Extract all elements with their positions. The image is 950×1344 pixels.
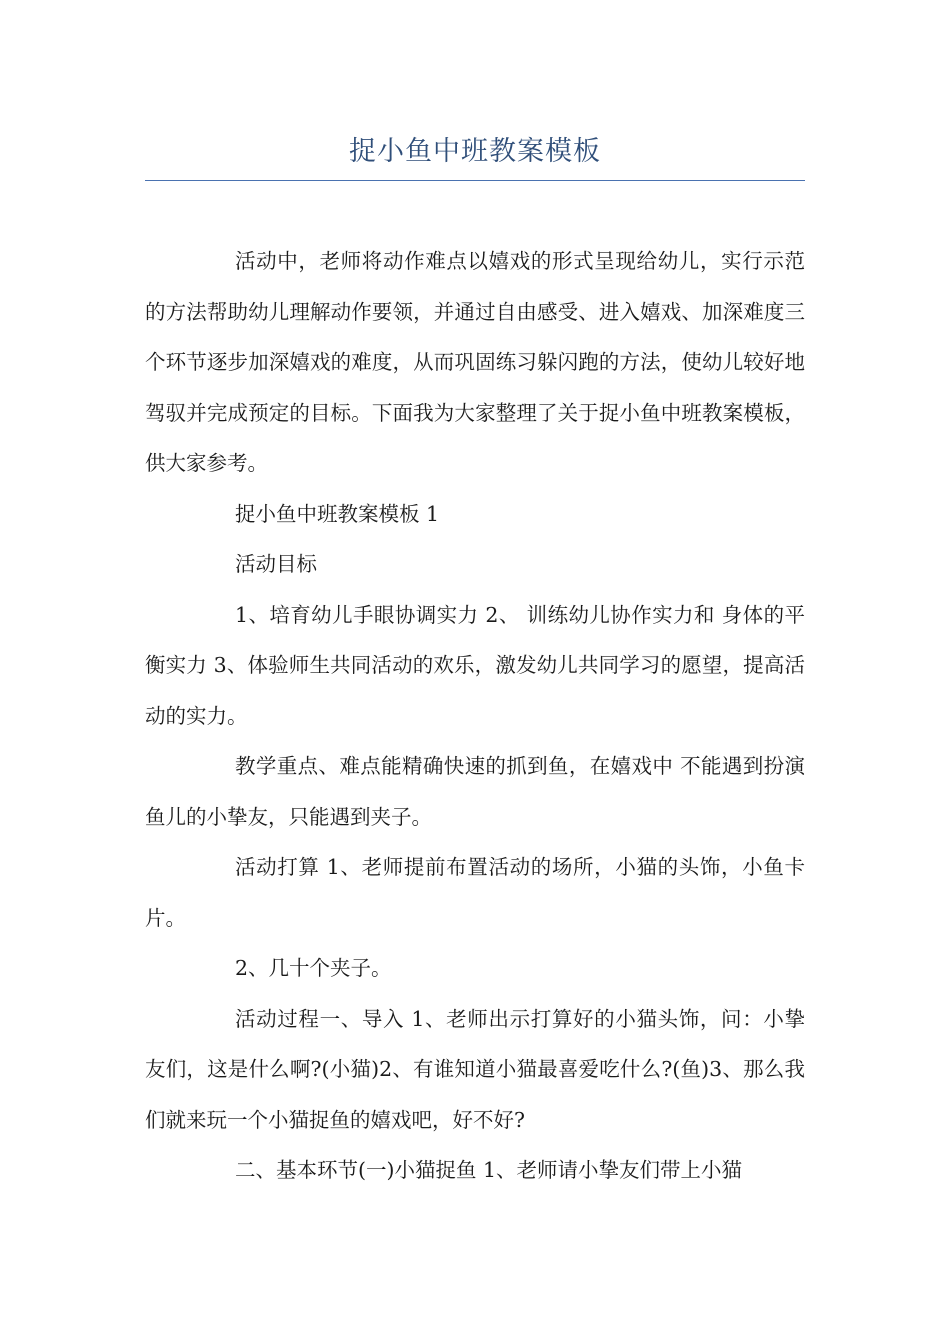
paragraph-goals: 1、培育幼儿手眼协调实力 2、 训练幼儿协作实力和 身体的平衡实力 3、体验师生共同活动的欢乐，激发幼儿共同学习的愿望，提高活动的实力。: [145, 602, 805, 728]
title-underline: [145, 180, 805, 181]
paragraph-preparation-2: 2、几十个夹子。: [235, 956, 392, 980]
paragraph-process-intro: 活动过程一、导入 1、老师出示打算好的小猫头饰，问：小挚友们，这是什么啊?(小猫)2、有谁知道小猫最喜爱吃什么?(鱼)3、那么我们就来玩一个小猫捉鱼的嬉戏吧，好不好?: [145, 1006, 805, 1132]
paragraph-preparation: 活动打算 1、老师提前布置活动的场所，小猫的头饰，小鱼卡片。: [145, 855, 805, 930]
paragraph-key-points: 教学重点、难点能精确快速的抓到鱼，在嬉戏中 不能遇到扮演鱼儿的小挚友，只能遇到夹子。: [145, 754, 805, 829]
document-body: [145, 236, 805, 1196]
paragraph-intro: 活动中，老师将动作难点以嬉戏的形式呈现给幼儿，实行示范的方法帮助幼儿理解动作要领，并通过自由感受、进入嬉戏、加深难度三个环节逐步加深嬉戏的难度，从而巩固练习躲闪跑的方法，使幼儿较好地驾驭并完成预定的目标。下面我为大家整理了关于捉小鱼中班教案模板，供大家参考。: [145, 249, 805, 475]
document-title: 捉小鱼中班教案模板: [349, 136, 601, 167]
paragraph-heading-goals: 活动目标: [235, 552, 317, 576]
paragraph-process-basic: 二、基本环节(一)小猫捉鱼 1、老师请小挚友们带上小猫: [235, 1158, 743, 1182]
paragraph-heading-template-1: 捉小鱼中班教案模板 1: [235, 501, 440, 526]
